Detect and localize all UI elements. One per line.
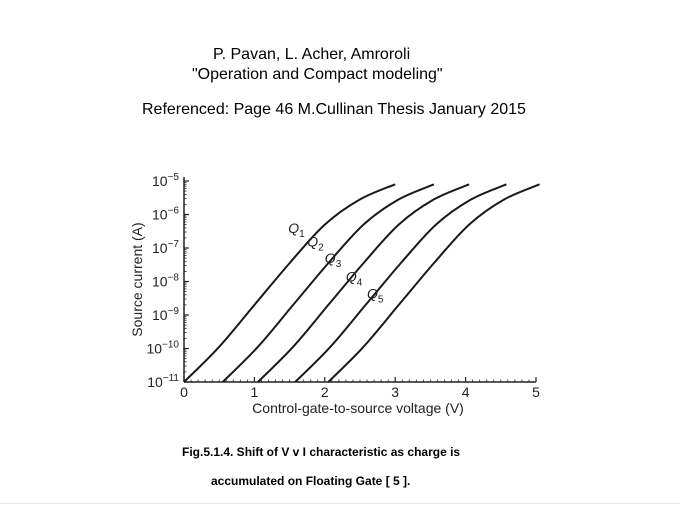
series-curve-q3 [258,184,469,382]
y-tick-label: $10^{-5}$ [152,172,179,189]
x-tick-label: 0 [180,384,188,400]
y-tick-label: $10^{-11}$ [147,373,179,390]
x-tick-label: 2 [320,384,329,400]
x-axis-title: Control-gate-to-source voltage (V) [252,400,464,416]
series-label-q1: $Q_1$ [288,219,305,240]
x-tick-label: 3 [391,384,400,400]
y-tick-label: $10^{-7}$ [152,239,179,256]
x-tick-label: 4 [461,384,470,400]
series-label-q2: $Q_2$ [307,233,324,254]
header-reference: Referenced: Page 46 M.Cullinan Thesis January 2015 [142,101,526,118]
figure-caption-line2: accumulated on Floating Gate [ 5 ]. [211,474,411,488]
y-axis-title: Source current (A) [129,222,145,337]
header-authors: P. Pavan, L. Acher, Amroroli [213,46,411,63]
x-tick-label: 5 [532,384,540,400]
series-curve-q4 [295,184,506,382]
series-curve-q1 [184,184,395,382]
y-tick-label: $10^{-9}$ [152,306,179,323]
y-tick-label: $10^{-10}$ [146,339,179,357]
series-label-q5: $Q_5$ [367,285,384,306]
series-label-q3: $Q_3$ [324,250,342,271]
header-subtitle: "Operation and Compact modeling" [192,66,443,83]
figure-caption-line1: Fig.5.1.4. Shift of V v I characteristic as charge is [182,445,461,459]
y-tick-label: $10^{-6}$ [152,205,179,223]
series-curve-q2 [223,184,434,382]
series-label-q4: $Q_4$ [345,268,363,289]
bottom-divider [0,503,680,504]
y-tick-label: $10^{-8}$ [152,272,179,290]
x-tick-label: 1 [250,384,259,400]
